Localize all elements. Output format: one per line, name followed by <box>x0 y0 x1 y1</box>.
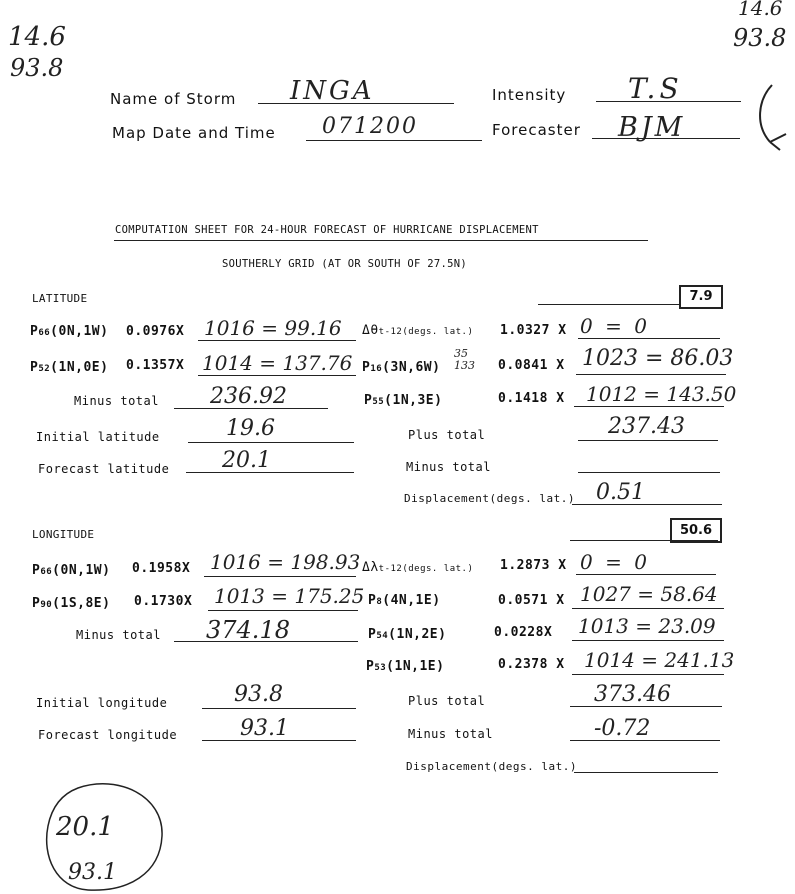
circled-lat-value: 20.1 <box>56 812 114 842</box>
lat-initial-underline <box>188 442 354 443</box>
lat-delta-theta-value: 0 = 0 <box>580 314 650 338</box>
lat-initial-label: Initial latitude <box>36 430 160 444</box>
latitude-top-line <box>538 304 680 305</box>
lon-delta-lambda-underline <box>576 574 716 575</box>
lat-row1-term: P66(0N,1W) <box>30 324 109 339</box>
lat-plus-total-label: Plus total <box>408 428 486 442</box>
lon-delta-lambda-coef: 1.2873 X <box>500 558 567 573</box>
lon-forecast-label: Forecast longitude <box>38 728 178 742</box>
sheet-title-underline <box>114 240 648 241</box>
lon-delta-lambda-term: Δλt-12(degs. lat.) <box>362 560 474 575</box>
lon-p8-value: 1027 = 58.64 <box>580 582 718 606</box>
lon-initial-underline <box>202 708 356 709</box>
lon-delta-lambda-value: 0 = 0 <box>580 550 650 574</box>
lat-displacement-value: 0.51 <box>596 480 645 505</box>
curved-arrow-icon <box>750 80 792 155</box>
latitude-boxed-value: 7.9 <box>679 285 723 309</box>
longitude-boxed-value: 50.6 <box>670 518 722 543</box>
lon-displacement-label: Displacement(degs. lat.) <box>406 760 577 773</box>
lat-row1-value: 1016 = 99.16 <box>204 316 342 340</box>
map-date-label: Map Date and Time <box>112 124 276 142</box>
lat-p55-coef: 0.1418 X <box>498 391 565 406</box>
lon-row2-underline <box>208 610 358 611</box>
lon-p54-underline <box>572 640 724 641</box>
lat-p16-value: 1023 = 86.03 <box>582 346 734 371</box>
circled-lon-value: 93.1 <box>68 860 117 885</box>
lat-p55-value: 1012 = 143.50 <box>586 382 737 406</box>
lat-side-note: 35 133 <box>454 347 475 372</box>
margin-note-lat-top-left: 14.6 <box>8 22 66 52</box>
lon-p8-coef: 0.0571 X <box>498 593 565 608</box>
lat-p16-coef: 0.0841 X <box>498 358 565 373</box>
lat-forecast-label: Forecast latitude <box>38 462 170 476</box>
lon-right-minus-value: -0.72 <box>594 716 651 741</box>
lat-row2-term: P52(1N,0E) <box>30 360 109 375</box>
lon-forecast-value: 93.1 <box>240 716 289 741</box>
lat-forecast-value: 20.1 <box>222 448 271 473</box>
lat-delta-theta-coef: 1.0327 X <box>500 323 567 338</box>
lat-row2-underline <box>198 375 356 376</box>
storm-name-value: INGA <box>290 76 375 106</box>
lat-delta-theta-term: Δθt-12(degs. lat.) <box>362 323 474 338</box>
latitude-section-label: LATITUDE <box>32 292 88 305</box>
storm-name-label: Name of Storm <box>110 90 237 108</box>
margin-note-lon-top-left: 93.8 <box>10 54 64 82</box>
lat-p55-underline <box>574 406 724 407</box>
lat-p16-term: P16(3N,6W) <box>362 360 441 375</box>
lat-plus-total-value: 237.43 <box>608 414 685 439</box>
lon-row1-coef: 0.1958X <box>132 561 191 576</box>
lon-initial-label: Initial longitude <box>36 696 168 710</box>
lat-row1-underline <box>198 340 356 341</box>
lon-p8-term: P8(4N,1E) <box>368 593 441 608</box>
lon-p54-coef: 0.0228X <box>494 625 553 640</box>
lat-displacement-underline <box>572 504 722 505</box>
lon-row2-term: P90(1S,8E) <box>32 596 111 611</box>
margin-note-lat-top-right: 14.6 <box>738 0 783 20</box>
lon-minus-total-label: Minus total <box>76 628 161 642</box>
lat-row1-coef: 0.0976X <box>126 324 185 339</box>
lat-delta-theta-underline <box>578 338 720 339</box>
lon-p53-underline <box>572 674 724 675</box>
lat-row2-coef: 0.1357X <box>126 358 185 373</box>
lat-minus-total-value: 236.92 <box>210 384 287 409</box>
lon-row2-coef: 0.1730X <box>134 594 193 609</box>
lon-row1-term: P66(0N,1W) <box>32 563 111 578</box>
forecaster-label: Forecaster <box>492 121 581 139</box>
lat-initial-value: 19.6 <box>226 416 275 441</box>
lon-minus-total-value: 374.18 <box>206 616 290 644</box>
margin-note-lon-top-right: 93.8 <box>733 24 787 52</box>
lat-row2-value: 1014 = 137.76 <box>202 351 353 375</box>
lon-p53-term: P53(1N,1E) <box>366 659 445 674</box>
lon-plus-total-value: 373.46 <box>594 682 671 707</box>
lon-p8-underline <box>572 608 724 609</box>
intensity-value: T.S <box>628 72 683 105</box>
forecaster-value: BJM <box>618 112 686 143</box>
intensity-label: Intensity <box>492 86 567 104</box>
lat-minus-total-label: Minus total <box>74 394 159 408</box>
sheet-title: COMPUTATION SHEET FOR 24-HOUR FORECAST OF HURRICANE DISPLACEMENT <box>115 224 539 236</box>
lat-plus-total-underline <box>578 440 718 441</box>
map-date-value: 071200 <box>322 114 418 139</box>
sheet-subtitle: SOUTHERLY GRID (AT OR SOUTH OF 27.5N) <box>222 258 467 270</box>
lon-right-minus-label: Minus total <box>408 727 493 741</box>
longitude-top-line <box>570 540 718 541</box>
lon-displacement-underline <box>574 772 718 773</box>
lon-p54-term: P54(1N,2E) <box>368 627 447 642</box>
lon-row2-value: 1013 = 175.25 <box>214 584 365 608</box>
lon-row1-value: 1016 = 198.93 <box>210 550 361 574</box>
lat-displacement-label: Displacement(degs. lat.) <box>404 492 575 505</box>
lon-initial-value: 93.8 <box>234 682 283 707</box>
lat-right-minus-label: Minus total <box>406 460 491 474</box>
lon-p53-coef: 0.2378 X <box>498 657 565 672</box>
lon-p53-value: 1014 = 241.13 <box>584 648 735 672</box>
lat-p55-term: P55(1N,3E) <box>364 393 443 408</box>
map-date-underline <box>306 140 482 141</box>
lon-row1-underline <box>204 576 356 577</box>
lon-p54-value: 1013 = 23.09 <box>578 614 716 638</box>
lat-right-minus-underline <box>578 472 720 473</box>
lon-plus-total-label: Plus total <box>408 694 486 708</box>
longitude-section-label: LONGITUDE <box>32 528 95 541</box>
lat-p16-underline <box>576 374 726 375</box>
